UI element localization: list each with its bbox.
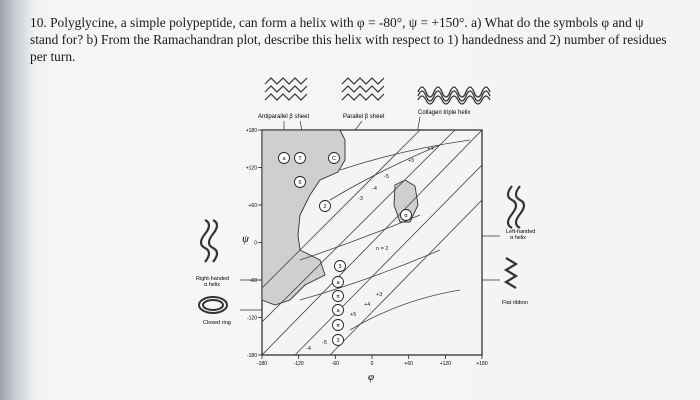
question-line-3: per turn. <box>30 49 76 64</box>
closed-ring-icon <box>199 297 227 313</box>
phi-axis-label: φ <box>368 371 375 383</box>
y-tick-label: -120 <box>246 315 257 322</box>
y-tick-label: -180 <box>246 353 257 359</box>
structure-marker-label: 6 <box>298 180 302 186</box>
structure-marker-label: π <box>336 294 340 300</box>
structure-marker-label: a <box>282 156 286 162</box>
x-tick-label: 0 <box>370 361 374 367</box>
label-parallel: Parallel β sheet <box>343 114 385 120</box>
label-antiparallel: Antiparallel β sheet <box>258 114 310 120</box>
structure-marker-label: 3 <box>338 264 342 270</box>
n-label: -5 <box>322 340 327 346</box>
x-axis-ticks <box>257 355 488 367</box>
n-label: +5 <box>350 312 357 318</box>
label-collagen: Collagen triple helix <box>418 110 471 116</box>
n-label: +4 <box>364 302 371 308</box>
structure-marker-label: π <box>336 323 340 329</box>
structure-marker-label: T <box>298 156 302 162</box>
structure-marker-label: 3 <box>336 338 340 344</box>
structure-marker-label: C <box>332 156 336 162</box>
question-line-2: stand for? b) From the Ramachandran plot, describe this helix with respect to 1) handedness and 2) number of residues <box>30 32 667 47</box>
parallel-strand-icon <box>342 78 384 100</box>
y-tick-label: +180 <box>245 128 257 134</box>
antiparallel-strand-icon <box>265 78 307 100</box>
y-tick-label: -60 <box>249 278 257 284</box>
n-label: -4 <box>372 186 377 192</box>
n-label: -4 <box>306 346 311 352</box>
y-tick-label: 0 <box>254 240 257 247</box>
label-flat-ribbon: Flat ribbon <box>502 300 528 306</box>
x-tick-label: +180 <box>476 361 488 367</box>
x-tick-label: -180 <box>256 361 268 367</box>
label-left-handed: Left-handed α helix <box>506 229 536 241</box>
x-tick-label: +120 <box>439 361 451 367</box>
n-label: +5 <box>408 158 415 164</box>
n-label: n = 2 <box>376 246 389 252</box>
n-label: +4 <box>427 146 434 152</box>
n-label: -3 <box>358 196 363 202</box>
psi-axis-label: ψ <box>242 233 249 245</box>
x-tick-label: -60 <box>331 361 339 367</box>
structure-marker-label: a <box>336 308 340 314</box>
label-right-handed: Right-handed α helix <box>196 276 230 288</box>
question-line-1: 10. Polyglycine, a simple polypeptide, can form a helix with φ = -80°, ψ = +150°. a) What do the symbols φ and ψ <box>30 15 644 30</box>
n-label: +3 <box>376 292 383 298</box>
x-tick-label: -120 <box>293 361 304 367</box>
n-label: -5 <box>384 174 389 180</box>
y-tick-label: +60 <box>248 203 257 209</box>
structure-marker-label: α <box>404 213 408 219</box>
right-handed-helix-icon <box>201 220 217 262</box>
structure-marker-label: a <box>336 280 340 286</box>
label-closed-ring: Closed ring <box>203 320 231 326</box>
structure-marker-label: 2 <box>323 204 327 210</box>
x-tick-label: +60 <box>404 361 413 367</box>
collagen-helix-icon <box>418 87 490 104</box>
flat-ribbon-icon <box>506 258 516 288</box>
left-handed-helix-icon <box>508 186 524 228</box>
y-tick-label: +120 <box>245 165 257 172</box>
